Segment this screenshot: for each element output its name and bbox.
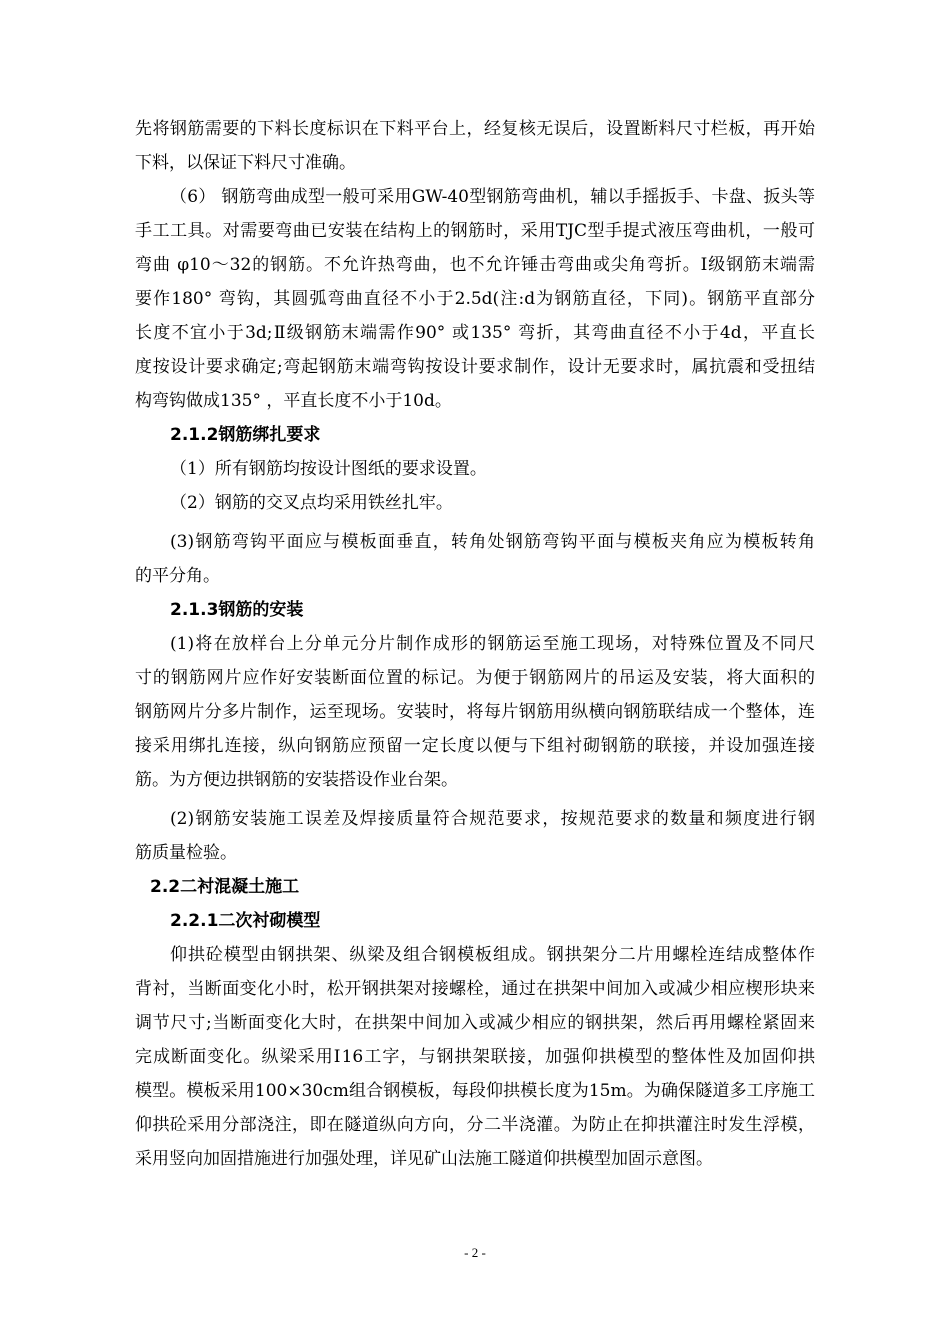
text-line: 完成断面变化。纵梁采用Ⅰ16工字，与钢拱架联接，加强仰拱模型的整体性及加固仰拱	[135, 1047, 815, 1067]
text-line: 构弯钩做成135° ，平直长度不小于10d。	[135, 391, 452, 411]
section-heading: 2.1.2钢筋绑扎要求	[170, 425, 321, 445]
text-line: (1)将在放样台上分单元分片制作成形的钢筋运至施工现场，对特殊位置及不同尺	[170, 634, 815, 654]
text-line: 筋质量检验。	[135, 843, 237, 863]
text-line: (3)钢筋弯钩平面应与模板面垂直，转角处钢筋弯钩平面与模板夹角应为模板转角	[170, 532, 815, 552]
section-heading: 2.2.1二次衬砌模型	[170, 911, 321, 931]
text-line: 要作180° 弯钩，其圆弧弯曲直径不小于2.5d(注:d为钢筋直径，下同)。钢筋平直部分	[135, 289, 815, 309]
text-line: （2）钢筋的交叉点均采用铁丝扎牢。	[170, 493, 453, 513]
text-line: (2)钢筋安装施工误差及焊接质量符合规范要求，按规范要求的数量和频度进行钢	[170, 809, 815, 829]
text-line: 寸的钢筋网片应作好安装断面位置的标记。为便于钢筋网片的吊运及安装，将大面积的	[135, 668, 815, 688]
section-heading: 2.2二衬混凝土施工	[150, 877, 300, 897]
text-line: 的平分角。	[135, 566, 220, 586]
text-line: 先将钢筋需要的下料长度标识在下料平台上，经复核无误后，设置断料尺寸栏板，再开始	[135, 119, 815, 139]
text-line: 钢筋网片分多片制作，运至现场。安装时，将每片钢筋用纵横向钢筋联结成一个整体，连	[135, 702, 815, 722]
text-line: 长度不宜小于3d;Ⅱ级钢筋末端需作90° 或135° 弯折，其弯曲直径不小于4d，平直长	[135, 323, 815, 343]
text-line: 度按设计要求确定;弯起钢筋末端弯钩按设计要求制作，设计无要求时，属抗震和受扭结	[135, 357, 815, 377]
text-line: 模型。模板采用100×30cm组合钢模板，每段仰拱模长度为15m。为确保隧道多工序施工	[135, 1081, 815, 1101]
page-number: - 2 -	[464, 1245, 486, 1260]
text-line: 筋。为方便边拱钢筋的安装搭设作业台架。	[135, 770, 458, 790]
text-line: 背衬，当断面变化小时，松开钢拱架对接螺栓，通过在拱架中间加入或减少相应楔形块来	[135, 979, 815, 999]
text-line: （1）所有钢筋均按设计图纸的要求设置。	[170, 459, 487, 479]
text-line: 下料，以保证下料尺寸准确。	[135, 153, 356, 173]
text-line: 调节尺寸;当断面变化大时，在拱架中间加入或减少相应的钢拱架，然后再用螺栓紧固来	[135, 1013, 815, 1033]
text-line: 采用竖向加固措施进行加强处理，详见矿山法施工隧道仰拱模型加固示意图。	[135, 1149, 713, 1169]
section-heading: 2.1.3钢筋的安装	[170, 600, 304, 620]
text-line: （6） 钢筋弯曲成型一般可采用GW-40型钢筋弯曲机，辅以手摇扳手、卡盘、扳头等	[170, 187, 815, 207]
text-line: 接采用绑扎连接，纵向钢筋应预留一定长度以便与下组衬砌钢筋的联接，并设加强连接	[135, 736, 815, 756]
text-line: 仰拱砼采用分部浇注，即在隧道纵向方向，分二半浇灌。为防止在抑拱灌注时发生浮模，	[135, 1115, 815, 1135]
text-line: 弯曲 φ10～32的钢筋。不允许热弯曲，也不允许锤击弯曲或尖角弯折。Ⅰ级钢筋末端需	[135, 255, 815, 275]
text-line: 仰拱砼模型由钢拱架、纵梁及组合钢模板组成。钢拱架分二片用螺栓连结成整体作	[170, 945, 815, 965]
text-line: 手工工具。对需要弯曲已安装在结构上的钢筋时，采用TJC型手提式液压弯曲机，一般可	[135, 221, 815, 241]
